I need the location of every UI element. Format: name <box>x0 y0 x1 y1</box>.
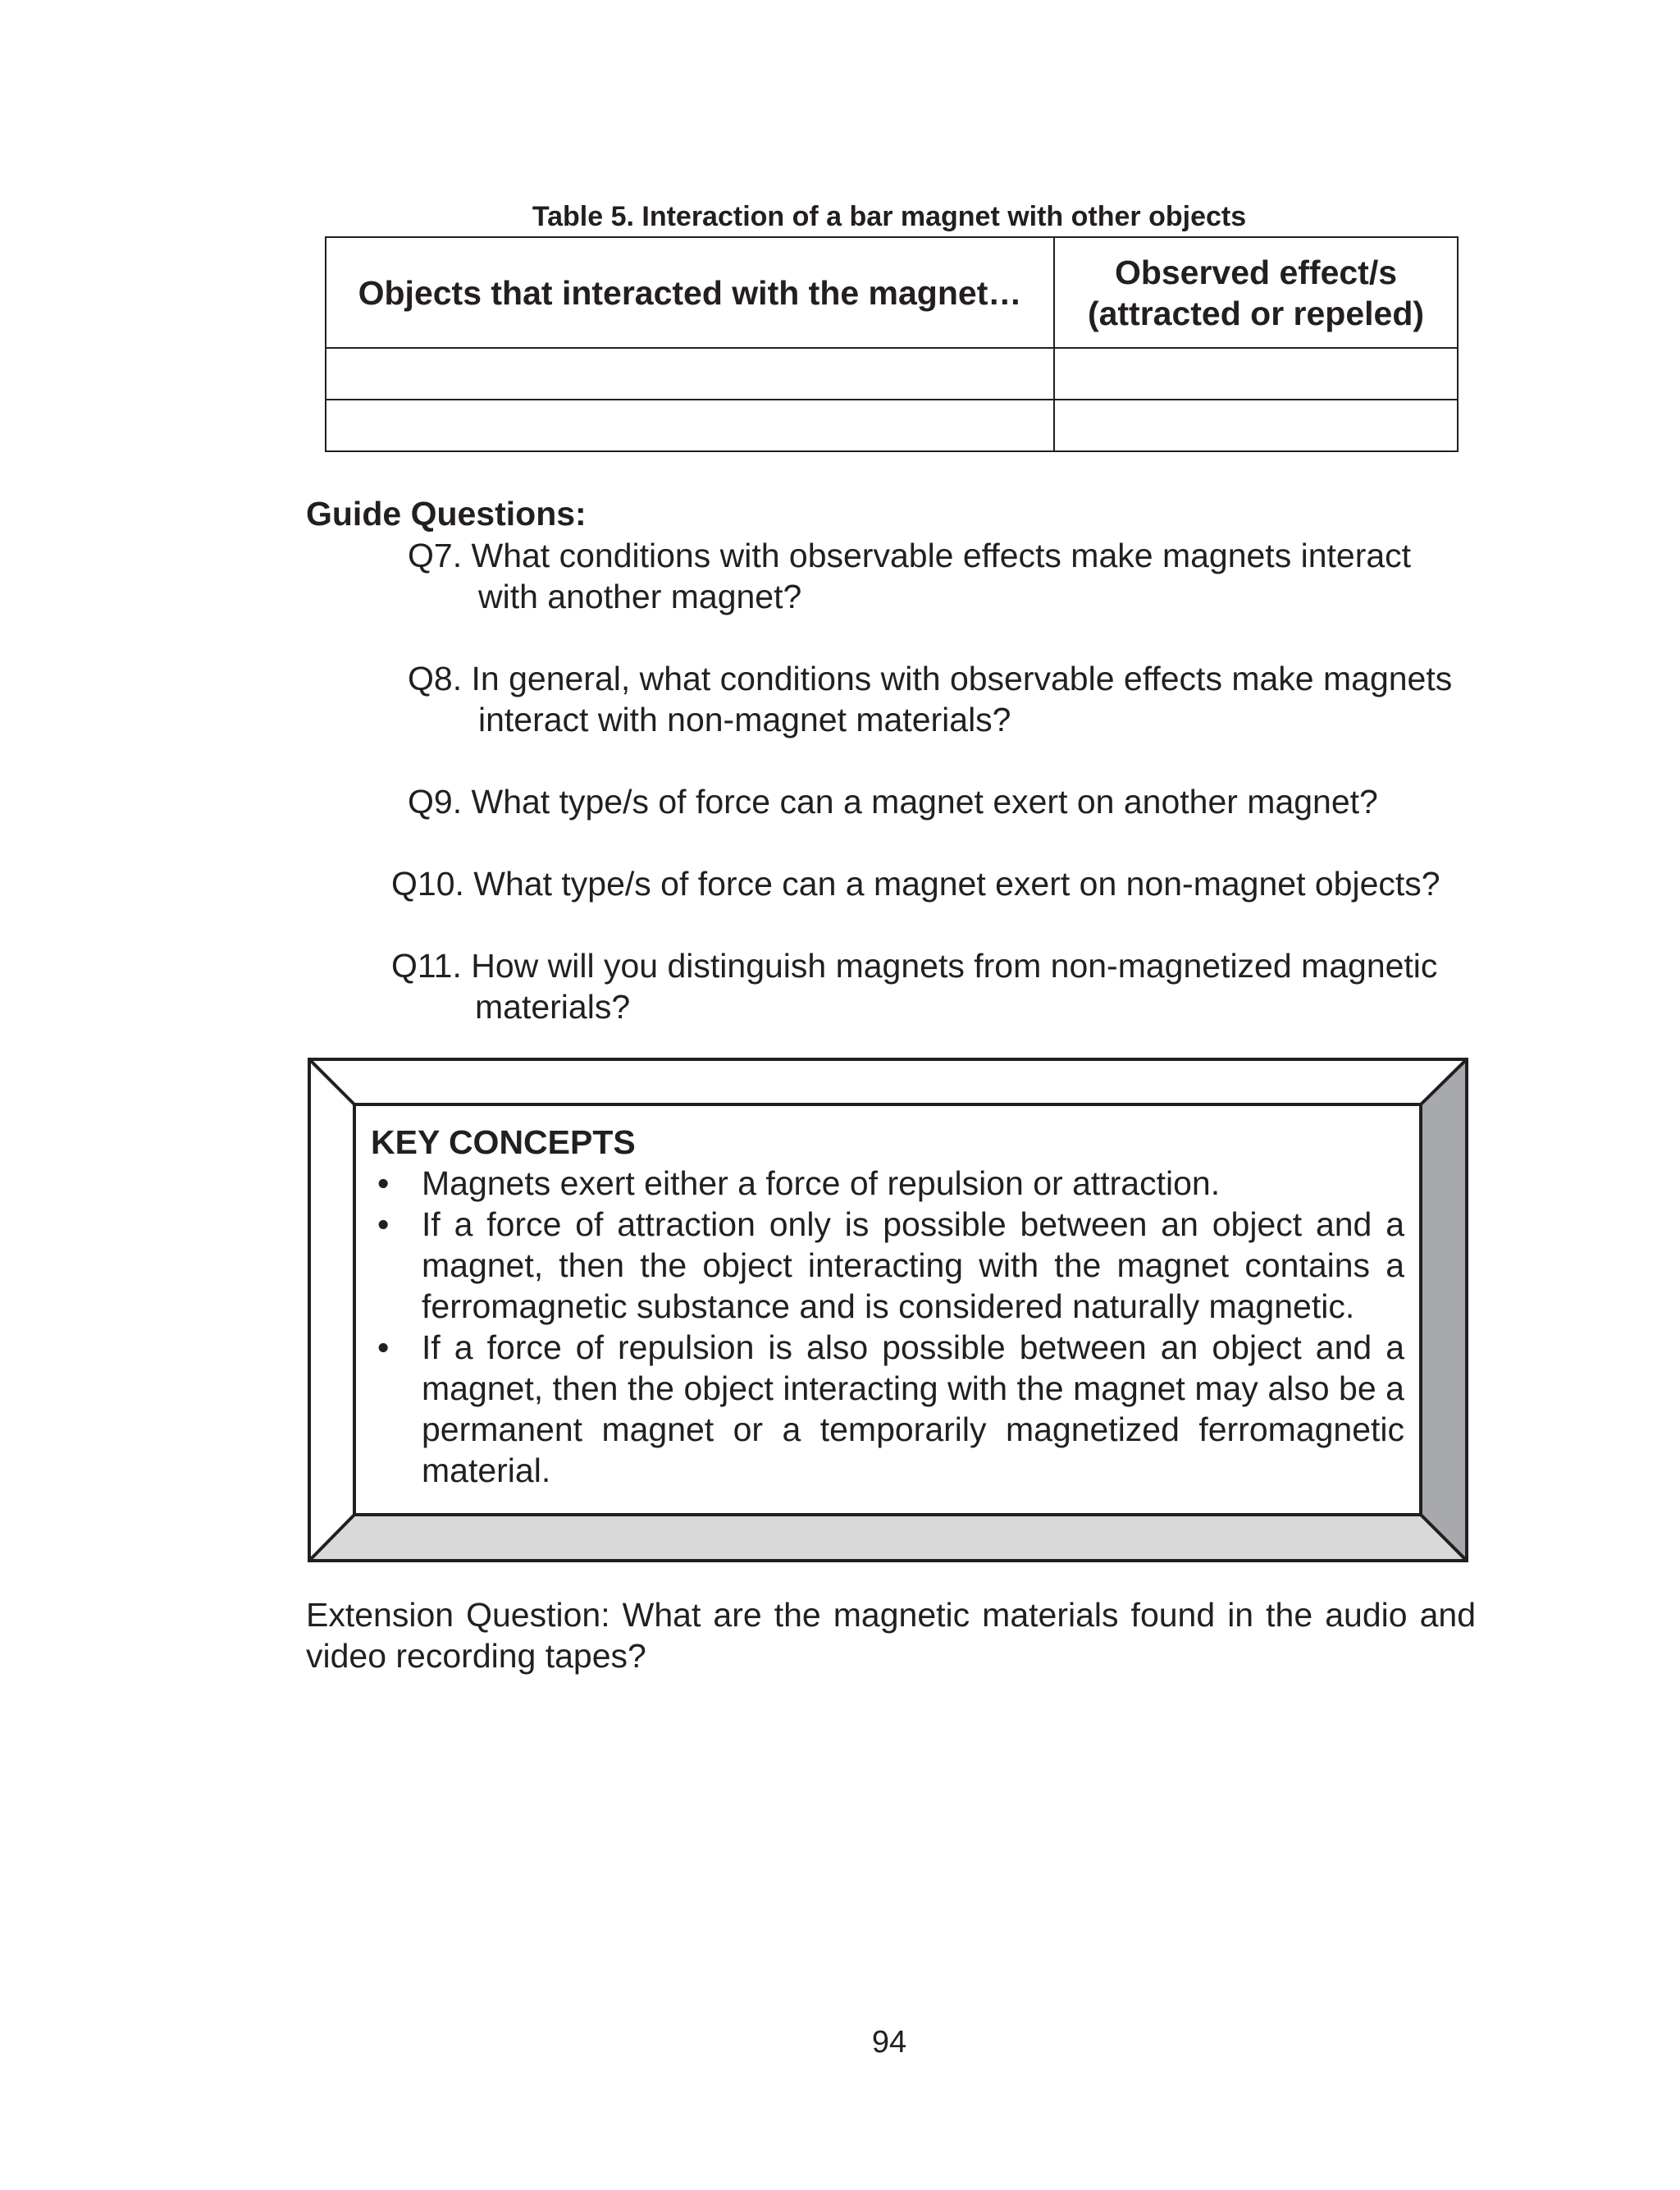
table-row <box>326 400 1458 451</box>
key-concepts-box <box>354 1104 1421 1514</box>
extension-question: Extension Question: What are the magnetic materials found in the audio and video recording tapes? <box>306 1596 1476 1675</box>
table-header-objects: Objects that interacted with the magnet… <box>326 237 1054 348</box>
question-text: What conditions with observable effects make magnets interact <box>471 537 1412 574</box>
question-number: Q7. <box>408 537 463 574</box>
table-header-effects-line1: Observed effect/s <box>1114 253 1398 291</box>
list-item <box>371 1327 1421 1491</box>
table-cell-effect-2[interactable] <box>1054 400 1458 451</box>
guide-questions-title: Guide Questions: <box>306 495 587 533</box>
list-item <box>371 1163 1421 1204</box>
key-concepts-title: KEY CONCEPTS <box>371 1123 636 1161</box>
table-header-effects <box>1054 237 1458 348</box>
question-text: In general, what conditions with observable effects make magnets <box>471 660 1453 697</box>
question-number: Q11. <box>391 947 462 985</box>
table-caption: Table 5. Interaction of a bar magnet with other objects <box>532 201 1247 232</box>
question-text: How will you distinguish magnets from non-magnetized magnetic <box>471 947 1438 985</box>
table-cell-object-1[interactable] <box>326 348 1054 400</box>
bullet-icon: • <box>377 1328 390 1366</box>
question-number: Q8. <box>408 660 463 697</box>
bullet-icon: • <box>377 1164 390 1202</box>
key-concept-text: Magnets exert either a force of repulsion or attraction. <box>422 1164 1221 1202</box>
question-number: Q9. <box>408 783 463 821</box>
question-text-continued: with another magnet? <box>478 578 802 615</box>
question-q8 <box>408 658 1452 740</box>
table-cell-effect-1[interactable] <box>1054 348 1458 400</box>
question-number: Q10. <box>391 865 464 903</box>
table-header-effects-line2: (attracted or repeled) <box>1087 294 1425 332</box>
question-text: What type/s of force can a magnet exert on non-magnet objects? <box>473 865 1440 903</box>
question-text: What type/s of force can a magnet exert on another magnet? <box>471 783 1378 821</box>
page-number: 94 <box>871 2025 907 2060</box>
question-q10 <box>391 863 1440 904</box>
question-text-continued: materials? <box>475 988 631 1026</box>
list-item <box>371 1204 1421 1327</box>
observation-table <box>325 236 1459 452</box>
bullet-icon: • <box>377 1205 390 1243</box>
table-row <box>326 348 1458 400</box>
key-concepts-list <box>371 1163 1421 1491</box>
table-header-row <box>326 237 1458 348</box>
question-q9 <box>408 781 1378 822</box>
key-concept-text: If a force of attraction only is possible between an object and a magnet, then the object interacting with the magnet contains a ferromagnetic substance and is considered naturally magnetic. <box>422 1205 1404 1325</box>
table-cell-object-2[interactable] <box>326 400 1054 451</box>
question-text-continued: interact with non-magnet materials? <box>478 701 1011 738</box>
question-q11 <box>391 945 1437 1027</box>
question-q7 <box>408 535 1411 617</box>
key-concept-text: If a force of repulsion is also possible between an object and a magnet, then the object interacting with the magnet may also be a permanent magnet or a temporarily magnetized ferromagnetic material. <box>422 1328 1404 1489</box>
